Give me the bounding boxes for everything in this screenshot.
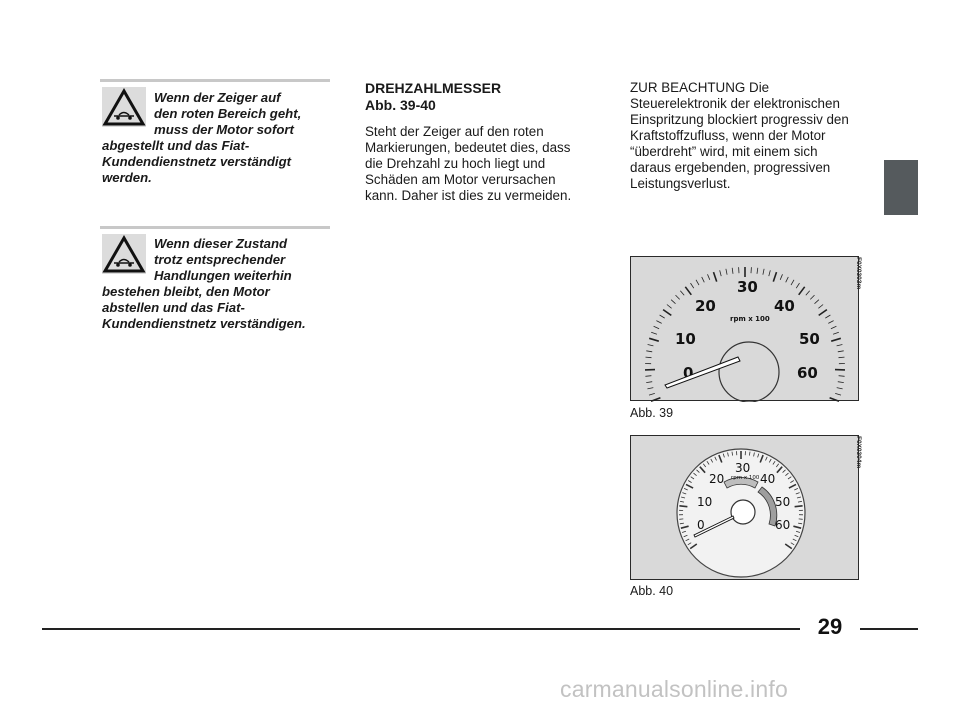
figure40-tick-label: 50 bbox=[775, 495, 791, 509]
dial-tick bbox=[656, 321, 661, 324]
figure40-hub bbox=[731, 500, 755, 524]
dial-tick bbox=[649, 338, 659, 341]
dial-tick bbox=[769, 270, 771, 276]
figure39-tachometer bbox=[630, 256, 859, 401]
figure39-hub bbox=[719, 342, 779, 402]
dial-tick bbox=[828, 321, 833, 324]
figure39-tick-label: 50 bbox=[799, 330, 820, 348]
warning2-rule bbox=[100, 226, 330, 229]
dial-tick bbox=[708, 274, 710, 280]
dial-tick bbox=[815, 300, 819, 304]
dial-tick bbox=[654, 326, 660, 329]
warning1-rule bbox=[100, 79, 330, 82]
dial-tick bbox=[839, 357, 845, 358]
figure39-tick-label: 40 bbox=[774, 297, 795, 315]
section-title: DREHZAHLMESSER bbox=[365, 80, 502, 96]
dial-tick bbox=[773, 272, 776, 282]
figure39-tick-label: 10 bbox=[675, 330, 696, 348]
figure40-tick-label: 60 bbox=[775, 518, 791, 532]
figure40-tick-label: 20 bbox=[709, 472, 725, 486]
footer-rule-left bbox=[42, 628, 800, 630]
dial-tick bbox=[757, 268, 758, 274]
dial-tick bbox=[837, 345, 843, 346]
dial-tick bbox=[696, 280, 699, 285]
figure39-tick-label: 0 bbox=[683, 364, 694, 382]
dial-tick bbox=[647, 388, 653, 389]
dial-tick bbox=[714, 272, 717, 282]
dial-tick bbox=[720, 270, 722, 276]
figure40-tick-label: 10 bbox=[697, 495, 713, 509]
dial-tick bbox=[646, 357, 652, 358]
dial-tick bbox=[685, 287, 691, 295]
dial-tick bbox=[667, 305, 672, 309]
dial-tick bbox=[676, 295, 680, 299]
dial-tick bbox=[818, 305, 823, 309]
figure40-tick-label: 40 bbox=[760, 472, 776, 486]
figure39-needle bbox=[665, 357, 740, 388]
dial-tick bbox=[837, 388, 843, 389]
figure39-code: F0X0303m bbox=[855, 257, 862, 290]
dial-tick bbox=[651, 398, 660, 401]
dial-tick bbox=[831, 338, 841, 341]
figure40-unit-label: rpm x 100 bbox=[731, 475, 760, 481]
dial-tick bbox=[671, 300, 675, 304]
dial-tick bbox=[780, 274, 782, 280]
figure39-unit-label: rpm x 100 bbox=[730, 315, 770, 323]
dial-tick bbox=[649, 393, 655, 395]
note-text: ZUR BEACHTUNG Die Steuerelektronik der elektronischen Einspritzung blockiert progressiv den Kraftstoffzufluss, wenn der Motor “überdreht” wird, mit einem sich daraus ergebenden, progressiven Leistungsverlust. bbox=[630, 80, 849, 191]
page-number: 29 bbox=[817, 614, 843, 639]
footer-rule-right bbox=[860, 628, 918, 630]
dial-tick bbox=[691, 283, 694, 288]
warning2-text: Wenn dieser Zustand trotz entsprechender Handlungen weiterhin bestehen bleibt, den Motor abstellen und das Fiat- Kundendienstnetz verständigen. bbox=[102, 236, 306, 331]
watermark: carmanualsonline.info bbox=[560, 676, 788, 702]
dial-tick bbox=[795, 506, 803, 507]
dial-tick bbox=[732, 268, 733, 274]
figure40-code: F0X0304m bbox=[855, 436, 862, 469]
dial-tick bbox=[763, 269, 764, 275]
figure39-tick-label: 30 bbox=[737, 278, 758, 296]
dial-tick bbox=[796, 283, 799, 288]
figure39-caption: Abb. 39 bbox=[630, 406, 674, 420]
dial-tick bbox=[833, 332, 839, 334]
figure39-tick-label: 20 bbox=[695, 297, 716, 315]
dial-tick bbox=[646, 351, 652, 352]
dial-tick bbox=[786, 277, 789, 282]
section-heading bbox=[365, 80, 605, 114]
figure40-caption: Abb. 40 bbox=[630, 584, 674, 598]
dial-tick bbox=[660, 315, 665, 318]
dial-tick bbox=[835, 393, 841, 395]
warning1-text: Wenn der Zeiger auf den roten Bereich geht, muss der Motor sofort abgestellt und das Fiat- Kundendienstnetz verständigt werden. bbox=[102, 90, 302, 185]
dial-tick bbox=[646, 382, 652, 383]
section-tab-marker bbox=[884, 160, 918, 215]
dial-tick bbox=[645, 376, 651, 377]
dial-tick bbox=[831, 326, 837, 329]
dial-tick bbox=[726, 269, 727, 275]
section-body: Steht der Zeiger auf den roten Markierungen, bedeutet dies, dass die Drehzahl zu hoch liegt und Schäden am Motor verursachen kann. Daher ist dies zu vermeiden. bbox=[365, 124, 572, 203]
dial-tick bbox=[825, 315, 830, 318]
dial-tick bbox=[680, 291, 684, 296]
dial-tick bbox=[663, 310, 671, 316]
dial-tick bbox=[651, 332, 657, 334]
dial-tick bbox=[838, 351, 844, 352]
dial-tick bbox=[702, 277, 705, 282]
section-subtitle: Abb. 39-40 bbox=[365, 97, 436, 113]
figure40-tick-label: 30 bbox=[735, 461, 751, 475]
dial-tick bbox=[799, 287, 805, 295]
dial-tick bbox=[819, 310, 827, 316]
dial-tick bbox=[806, 291, 810, 296]
dial-tick bbox=[679, 506, 687, 507]
dial-tick bbox=[838, 382, 844, 383]
dial-tick bbox=[830, 398, 839, 401]
figure39-tick-label: 60 bbox=[797, 364, 818, 382]
dial-tick bbox=[791, 280, 794, 285]
dial-tick bbox=[839, 376, 845, 377]
figure40-tick-label: 0 bbox=[697, 518, 705, 532]
dial-tick bbox=[648, 345, 654, 346]
figure40-tachometer bbox=[630, 435, 859, 580]
dial-tick bbox=[810, 295, 814, 299]
